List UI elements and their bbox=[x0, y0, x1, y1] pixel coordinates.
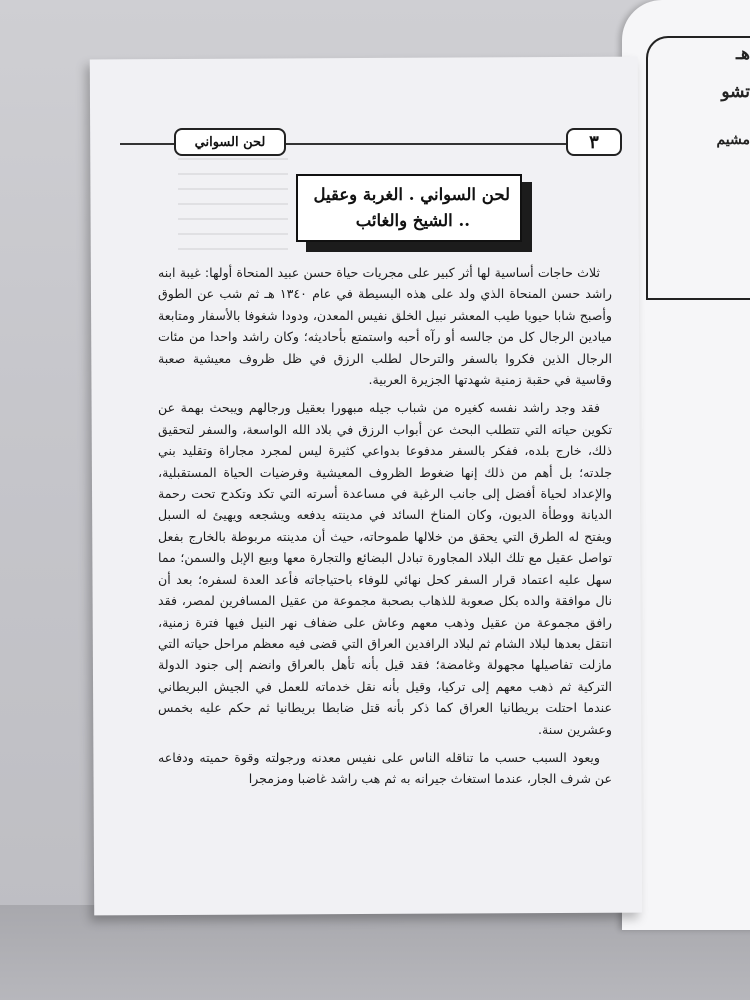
adjacent-fragment-2: تشو bbox=[721, 82, 750, 102]
article-body bbox=[158, 262, 612, 797]
chapter-title bbox=[296, 174, 522, 242]
adjacent-fragment-1: هـ bbox=[736, 44, 750, 64]
show-through-text bbox=[178, 158, 288, 258]
chapter-title-line-2: .. الشيخ والغائب bbox=[355, 211, 470, 230]
adjacent-fragment-3: مشيم bbox=[716, 132, 750, 148]
paragraph-2: فقد وجد راشد نفسه كغيره من شباب جيله مبهورا بعقيل ورجالهم ويبحث بهمة عن تكوين حياته التي تتطلب البحث عن أبواب الرزق في بلاد الله الواسعة، والسفر لتحقيق ذلك، خارج بلده، ففكر بالسفر مدفوعا بدواعي كثيرة ليس لمجرد مجاراة وتقليد بني جلدته؛ بل أهم من ذلك إنها ضغوط الظروف المعيشية وفرضيات الحياة المستقبلية، والإعداد لحياة أفضل إلى جانب الرغبة في مساعدة أسرته التي تكد وتكدح تحت رحمة الديانة ووطأة الديون، وكان المناخ السائد في مدينته يدفعه ويشجعه ويهيئ له السبل ويفتح له الطرق التي يحقق من خلالها طموحاته، حيث أن مدينته مربوطة بالخارج بفعل تواصل عقيل مع تلك البلاد المجاورة تبادل البضائع والتجارة معها وبيع الإبل والسمن؛ مما سهل عليه اعتماد قرار السفر كحل نهائي للوفاء باحتياجاته فأعد العدة لسفره؛ بعد أن نال موافقة والده بكل صعوبة للذهاب بصحبة مجموعة من عقيل المسافرين لمصر، فقد رافق مجموعة من عقيل وذهب معهم وعاش على ضفاف نهر النيل فيها فترة زمنية، انتقل بعدها لبلاد الشام ثم لبلاد الرافدين العراق التي قضى فيه معظم مراحل حياته التي مازلت تفاصيلها مجهولة وغامضة؛ فقد قيل بأنه تأهل بالعراق وانضم إلى جنود الدولة التركية ثم ذهب معهم إلى تركيا، وقيل بأنه نقل خدماته للعمل في الجيش البريطاني عندما احتلت بريطانيا العراق كما ذكر بأنه قتل ضابطا بريطانيا ثم حكم عليه بخمس وعشرين سنة. bbox=[158, 400, 612, 737]
chapter-title-line-1: لحن السواني . الغربة وعقيل bbox=[313, 185, 510, 204]
paragraph-1: ثلاث حاجات أساسية لها أثر كبير على مجريات حياة حسن عبيد المنحاة أولها: غيبة ابنه راشد حسن المنحاة الذي ولد على هذه البسيطة في عام ١٣٤٠ هـ ثم شب عن الطوق وأصبح شابا حيويا طيب المعشر نبيل الخلق نفيس المعدن، ودودا شغوفا بالأسفار ومتابعة ميادين الرجال كل من جالسه أو رآه أحبه واستمتع بأحاديثه؛ وكان راشد واحدا من مئات الرجال الذين فكروا بالسفر والترحال لطلب الرزق في ظل ظروف معيشية صعبة وقاسية في حقبة زمنية شهدتها الجزيرة العربية. bbox=[158, 265, 612, 388]
adjacent-page-frame bbox=[646, 36, 750, 300]
paragraph-3: ويعود السبب حسب ما تناقله الناس على نفيس معدنه ورجولته وقوة حميته ودفاعه عن شرف الجار، عندما استغاث جيرانه به ثم هب راشد غاضبا ومزمجرا bbox=[158, 749, 612, 787]
running-header: لحن السواني bbox=[174, 128, 286, 156]
page-number: ٣ bbox=[566, 128, 622, 156]
